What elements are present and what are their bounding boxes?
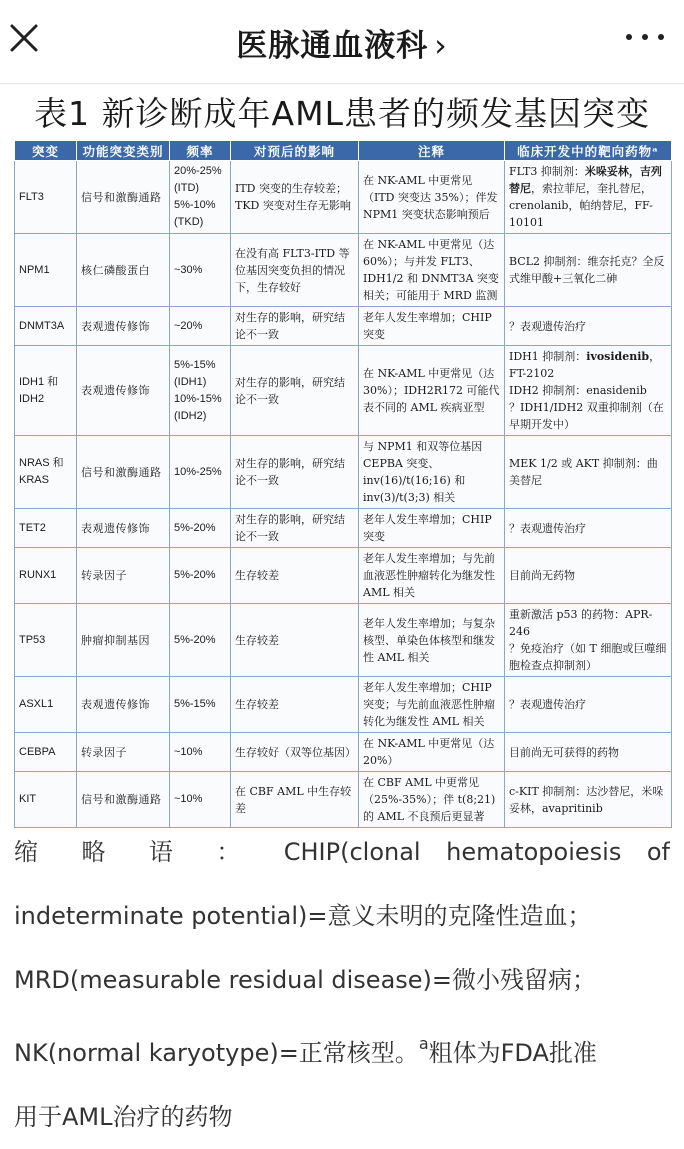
gene-cell: CEBPA — [15, 733, 77, 772]
table-row — [15, 161, 672, 234]
more-options-button[interactable] — [626, 34, 664, 44]
gene-cell: IDH1 和 IDH2 — [15, 346, 77, 436]
drugs-cell — [505, 234, 672, 307]
column-header: 突变 — [15, 141, 77, 161]
note-cell: 与 NPM1 和双等位基因 CEPBA 突变、inv(16)/t(16;16) 和 inv(3)/t(3;3) 相关 — [359, 436, 505, 509]
note-cell: 老年人发生率增加；与复杂核型、单染色体核型和继发性 AML 相关 — [359, 604, 505, 677]
prognosis-cell: 对生存的影响，研究结论不一致 — [231, 436, 359, 509]
frequency-cell: 5%-15% — [170, 677, 231, 733]
more-dot-icon — [626, 34, 632, 40]
category-cell: 信号和激酶通路 — [77, 436, 170, 509]
note-cell: 在 NK-AML 中更常见（达 20%） — [359, 733, 505, 772]
category-cell: 核仁磷酸蛋白 — [77, 234, 170, 307]
drug-text: c-KIT 抑制剂：达沙替尼，米哚妥林，avapritinib — [509, 784, 664, 815]
prognosis-cell: 对生存的影响，研究结论不一致 — [231, 509, 359, 548]
category-cell: 表观遗传修饰 — [77, 509, 170, 548]
note-cell: 在 NK-AML 中更常见（达 30%）；IDH2R172 可能代表不同的 AML 疾病亚型 — [359, 346, 505, 436]
table-row — [15, 509, 672, 548]
table-row — [15, 436, 672, 509]
gene-cell: ASXL1 — [15, 677, 77, 733]
prognosis-cell: 在没有高 FLT3-ITD 等位基因突变负担的情况下，生存较好 — [231, 234, 359, 307]
table-row — [15, 307, 672, 346]
abbreviation-text: 粗体为FDA批准 — [428, 1039, 597, 1067]
frequency-cell: 5%-20% — [170, 509, 231, 548]
prognosis-cell: 在 CBF AML 中生存较差 — [231, 772, 359, 828]
note-cell: 在 CBF AML 中更常见（25%-35%）；伴 t(8;21) 的 AML 不良预后更显著 — [359, 772, 505, 828]
drug-text: BCL2 抑制剂：维奈托克 — [509, 255, 632, 268]
more-dot-icon — [658, 34, 664, 40]
fda-approved-drug: ivosidenib — [586, 350, 650, 363]
abbreviation-line: MRD(measurable residual disease)=微小残留病； — [14, 966, 597, 994]
frequency-cell: 5%-20% — [170, 548, 231, 604]
account-title-link[interactable] — [0, 20, 684, 65]
table-header-row — [15, 141, 672, 161]
drug-text: 目前尚无药物 — [509, 569, 575, 582]
column-header: 频率 — [170, 141, 231, 161]
note-cell: 老年人发生率增加；CHIP 突变 — [359, 307, 505, 346]
category-cell: 表观遗传修饰 — [77, 346, 170, 436]
mutation-table-image — [14, 140, 671, 828]
prognosis-cell: ITD 突变的生存较差；TKD 突变对生存无影响 — [231, 161, 359, 234]
drug-text: 目前尚无可获得的药物 — [509, 745, 619, 759]
drug-text: ，FT-2102 IDH2 抑制剂：enasidenib ？IDH1/IDH2 双重抑制剂（在早期开发中） — [509, 350, 664, 431]
prognosis-cell: 生存较差 — [231, 677, 359, 733]
drugs-cell — [505, 307, 672, 346]
note-cell: 老年人发生率增加；CHIP 突变 — [359, 509, 505, 548]
column-header: 注释 — [359, 141, 505, 161]
footnote-marker: a — [418, 1034, 429, 1053]
table-row — [15, 234, 672, 307]
prognosis-cell: 对生存的影响，研究结论不一致 — [231, 346, 359, 436]
prognosis-cell: 生存较好（双等位基因） — [231, 733, 359, 772]
category-cell: 信号和激酶通路 — [77, 161, 170, 234]
drug-text: ？表观遗传治疗 — [509, 319, 586, 333]
prognosis-cell: 对生存的影响，研究结论不一致 — [231, 307, 359, 346]
drug-text: IDH1 抑制剂： — [509, 350, 587, 363]
table-row — [15, 548, 672, 604]
gene-cell: NRAS 和 KRAS — [15, 436, 77, 509]
drug-text: ？全反式维甲酸+三氧化二砷 — [509, 255, 665, 285]
prognosis-cell: 生存较差 — [231, 604, 359, 677]
frequency-cell: ~20% — [170, 307, 231, 346]
column-header: 功能突变类别 — [77, 141, 170, 161]
drug-text: MEK 1/2 或 AKT 抑制剂：曲美替尼 — [509, 457, 658, 487]
frequency-cell: 10%-25% — [170, 436, 231, 509]
abbreviations-paragraph — [14, 820, 670, 1149]
category-cell: 表观遗传修饰 — [77, 677, 170, 733]
prognosis-cell: 生存较差 — [231, 548, 359, 604]
frequency-cell: ~10% — [170, 733, 231, 772]
more-dot-icon — [642, 34, 648, 40]
table-row — [15, 677, 672, 733]
table-caption: 表1 新诊断成年AML患者的频发基因突变 — [34, 94, 650, 133]
table-row — [15, 604, 672, 677]
drugs-cell — [505, 677, 672, 733]
drugs-cell — [505, 604, 672, 677]
gene-cell: TET2 — [15, 509, 77, 548]
category-cell: 表观遗传修饰 — [77, 307, 170, 346]
note-cell: 在 NK-AML 中更常见（达 60%）；与并发 FLT3、IDH1/2 和 DNMT3A 突变相关；可能用于 MRD 监测 — [359, 234, 505, 307]
drug-text: FLT3 抑制剂： — [509, 165, 585, 178]
drugs-cell — [505, 346, 672, 436]
column-header: 对预后的影响 — [231, 141, 359, 161]
top-navigation-bar — [0, 0, 684, 84]
table-row — [15, 733, 672, 772]
frequency-cell: ~30% — [170, 234, 231, 307]
frequency-cell: 20%-25% (ITD) 5%-10% (TKD) — [170, 161, 231, 234]
frequency-cell: ~10% — [170, 772, 231, 828]
gene-cell: NPM1 — [15, 234, 77, 307]
category-cell: 转录因子 — [77, 548, 170, 604]
gene-cell: FLT3 — [15, 161, 77, 234]
gene-cell: KIT — [15, 772, 77, 828]
note-cell: 在 NK-AML 中更常见（ITD 突变达 35%）；伴发 NPM1 突变状态影响预后 — [359, 161, 505, 234]
note-cell: 老年人发生率增加；与先前血液恶性肿瘤转化为继发性 AML 相关 — [359, 548, 505, 604]
drug-text: 重新激活 p53 的药物：APR-246 ？免疫治疗（如 T 细胞或巨噬细胞检查点抑制剂） — [509, 608, 667, 672]
gene-cell: RUNX1 — [15, 548, 77, 604]
drug-text: ？表观遗传治疗 — [509, 521, 586, 535]
drugs-cell — [505, 509, 672, 548]
abbreviation-line: indeterminate potential)=意义未明的克隆性造血； — [14, 902, 592, 930]
note-cell: 老年人发生率增加；CHIP 突变；与先前血液恶性肿瘤转化为继发性 AML 相关 — [359, 677, 505, 733]
table-body — [15, 161, 672, 828]
chevron-right-icon: › — [434, 28, 448, 64]
abbreviation-line — [14, 1012, 670, 1085]
drugs-cell — [505, 161, 672, 234]
drug-text: ？表观遗传治疗 — [509, 698, 586, 711]
category-cell: 信号和激酶通路 — [77, 772, 170, 828]
drugs-cell — [505, 436, 672, 509]
drugs-cell — [505, 733, 672, 772]
category-cell: 肿瘤抑制基因 — [77, 604, 170, 677]
account-name: 医脉通血液科 — [236, 28, 429, 64]
mutation-table — [14, 140, 672, 828]
table-row — [15, 346, 672, 436]
column-header: 临床开发中的靶向药物ᵃ — [505, 141, 672, 161]
gene-cell: TP53 — [15, 604, 77, 677]
drugs-cell — [505, 548, 672, 604]
frequency-cell: 5%-15% (IDH1) 10%-15% (IDH2) — [170, 346, 231, 436]
frequency-cell: 5%-20% — [170, 604, 231, 677]
drug-text: ，索拉菲尼，奎扎替尼，crenolanib，帕纳替尼，FF-10101 — [509, 182, 653, 229]
fda-approved-drug: 米哚妥林，吉列替尼 — [509, 165, 662, 195]
gene-cell: DNMT3A — [15, 307, 77, 346]
category-cell: 转录因子 — [77, 733, 170, 772]
abbreviation-text: NK(normal karyotype)=正常核型。 — [14, 1039, 419, 1067]
abbreviation-line: 用于AML治疗的药物 — [14, 1103, 233, 1131]
abbreviation-line: 缩 略 语 ： CHIP(clonal hematopoiesis of — [14, 838, 670, 866]
